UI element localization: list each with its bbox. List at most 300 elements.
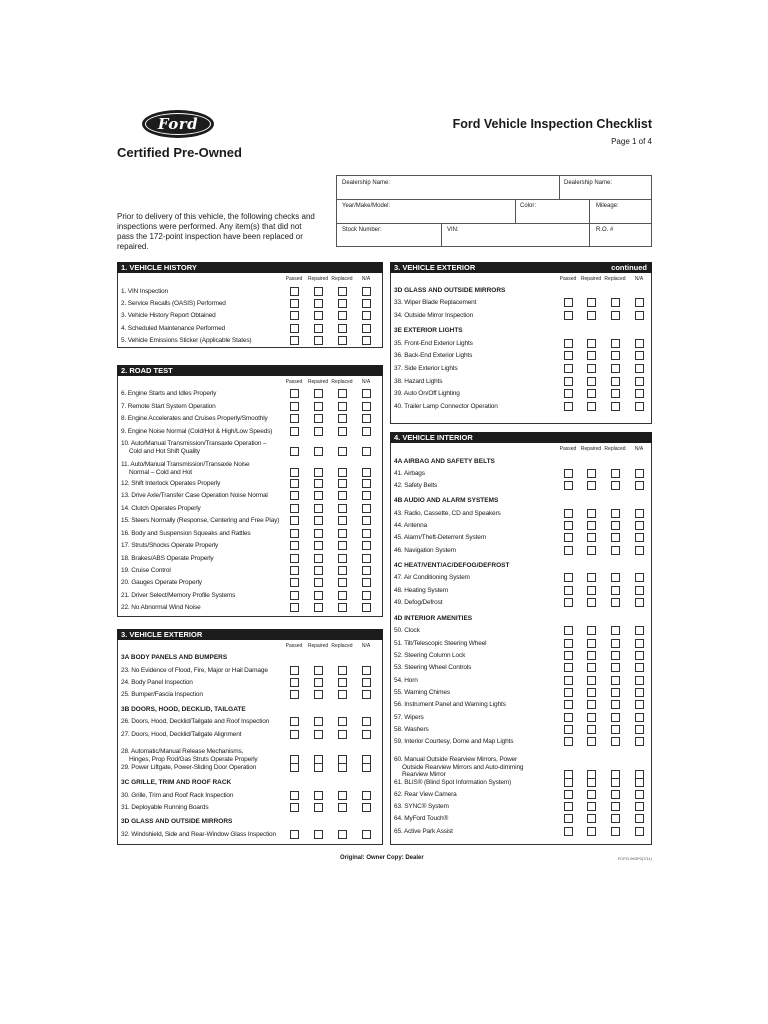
checklist-item-line: 9. Engine Noise Normal (Cold/Hot & High/Low Speeds) (121, 428, 273, 435)
checklist-item-label (121, 390, 216, 398)
checkbox-na[interactable] (635, 814, 644, 823)
checkbox-replaced[interactable] (611, 351, 620, 360)
checkbox-passed[interactable] (564, 402, 573, 411)
checkbox-passed[interactable] (564, 389, 573, 398)
checkbox-na[interactable] (635, 725, 644, 734)
dealer-info-grid (336, 175, 652, 247)
checkbox-replaced[interactable] (338, 578, 347, 587)
checkbox-passed[interactable] (564, 573, 573, 582)
checkbox-replaced[interactable] (338, 717, 347, 726)
checkbox-na[interactable] (635, 546, 644, 555)
checkbox-repaired[interactable] (587, 469, 596, 478)
checkbox-na[interactable] (635, 533, 644, 542)
checkbox-passed[interactable] (564, 676, 573, 685)
checkbox-repaired[interactable] (587, 790, 596, 799)
checkbox-repaired[interactable] (587, 725, 596, 734)
checkbox-passed[interactable] (564, 688, 573, 697)
checkbox-na[interactable] (635, 402, 644, 411)
checkbox-na[interactable] (362, 529, 371, 538)
mileage-field[interactable]: Mileage: (596, 203, 619, 209)
checkbox-na[interactable] (635, 790, 644, 799)
checkbox-repaired[interactable] (587, 481, 596, 490)
checkbox-na[interactable] (362, 554, 371, 563)
checkbox-passed[interactable] (290, 730, 299, 739)
checkbox-replaced[interactable] (611, 339, 620, 348)
checklist-item-label (394, 299, 476, 307)
checkbox-na[interactable] (362, 336, 371, 345)
checkbox-replaced[interactable] (338, 666, 347, 675)
checkbox-replaced[interactable] (338, 491, 347, 500)
checkbox-repaired[interactable] (314, 324, 323, 333)
checkbox-na[interactable] (362, 717, 371, 726)
checkbox-passed[interactable] (290, 287, 299, 296)
checkbox-na[interactable] (635, 651, 644, 660)
checklist-item-line: 51. Tilt/Telescopic Steering Wheel (394, 640, 487, 647)
checkbox-na[interactable] (362, 566, 371, 575)
checkbox-passed[interactable] (290, 763, 299, 772)
checkbox-replaced[interactable] (611, 663, 620, 672)
checkbox-repaired[interactable] (587, 311, 596, 320)
checkbox-na[interactable] (362, 791, 371, 800)
checkbox-passed[interactable] (290, 529, 299, 538)
column-header-repaired: Repaired (580, 276, 602, 282)
checkbox-passed[interactable] (290, 578, 299, 587)
checkbox-na[interactable] (635, 586, 644, 595)
checkbox-passed[interactable] (564, 481, 573, 490)
checkbox-passed[interactable] (564, 533, 573, 542)
checkbox-replaced[interactable] (338, 299, 347, 308)
checkbox-repaired[interactable] (314, 516, 323, 525)
subsection-heading: 4C HEAT/VENT/AC/DEFOG/DEFROST (394, 562, 510, 569)
checklist-item-line: 32. Windshield, Side and Rear-Window Glass Inspection (121, 831, 276, 838)
dealership-name-field-2[interactable]: Dealership Name: (564, 180, 613, 186)
checkbox-na[interactable] (635, 688, 644, 697)
checkbox-replaced[interactable] (611, 509, 620, 518)
color-field[interactable]: Color: (520, 203, 537, 209)
checkbox-passed[interactable] (564, 814, 573, 823)
checkbox-na[interactable] (635, 598, 644, 607)
checkbox-passed[interactable] (564, 802, 573, 811)
checkbox-repaired[interactable] (587, 713, 596, 722)
checkbox-na[interactable] (635, 377, 644, 386)
checkbox-repaired[interactable] (587, 402, 596, 411)
checkbox-replaced[interactable] (611, 814, 620, 823)
checkbox-repaired[interactable] (587, 351, 596, 360)
checkbox-repaired[interactable] (587, 814, 596, 823)
checkbox-replaced[interactable] (338, 591, 347, 600)
checkbox-repaired[interactable] (587, 626, 596, 635)
checkbox-repaired[interactable] (587, 339, 596, 348)
checkbox-na[interactable] (362, 287, 371, 296)
checkbox-na[interactable] (635, 663, 644, 672)
checkbox-replaced[interactable] (611, 521, 620, 530)
checkbox-replaced[interactable] (611, 688, 620, 697)
checkbox-repaired[interactable] (587, 377, 596, 386)
checkbox-passed[interactable] (290, 447, 299, 456)
checkbox-na[interactable] (635, 626, 644, 635)
checkbox-na[interactable] (362, 491, 371, 500)
checkbox-replaced[interactable] (611, 364, 620, 373)
checklist-item-label (394, 470, 425, 478)
stock-number-field[interactable]: Stock Number: (342, 227, 382, 233)
checkbox-repaired[interactable] (314, 603, 323, 612)
checkbox-na[interactable] (635, 802, 644, 811)
checkbox-na[interactable] (362, 504, 371, 513)
checklist-item-line: 12. Shift Interlock Operates Properly (121, 480, 221, 487)
checkbox-na[interactable] (362, 591, 371, 600)
checkbox-passed[interactable] (564, 521, 573, 530)
checkbox-repaired[interactable] (587, 700, 596, 709)
checkbox-replaced[interactable] (611, 737, 620, 746)
checklist-item-label (121, 300, 226, 308)
checkbox-repaired[interactable] (314, 690, 323, 699)
checkbox-na[interactable] (362, 541, 371, 550)
checkbox-repaired[interactable] (314, 402, 323, 411)
checkbox-replaced[interactable] (611, 311, 620, 320)
checkbox-replaced[interactable] (611, 298, 620, 307)
checkbox-repaired[interactable] (587, 827, 596, 836)
checkbox-na[interactable] (362, 402, 371, 411)
checkbox-repaired[interactable] (314, 479, 323, 488)
checkbox-repaired[interactable] (314, 678, 323, 687)
checkbox-repaired[interactable] (314, 578, 323, 587)
checkbox-repaired[interactable] (314, 566, 323, 575)
checkbox-passed[interactable] (290, 830, 299, 839)
checkbox-repaired[interactable] (314, 803, 323, 812)
checkbox-repaired[interactable] (587, 364, 596, 373)
checkbox-passed[interactable] (564, 663, 573, 672)
checkbox-na[interactable] (635, 778, 644, 787)
checkbox-replaced[interactable] (611, 469, 620, 478)
checkbox-na[interactable] (362, 830, 371, 839)
ro-number-field[interactable]: R.O. # (596, 227, 614, 233)
year-make-model-field[interactable]: Year/Make/Model: (342, 203, 391, 209)
checkbox-repaired[interactable] (587, 389, 596, 398)
checkbox-na[interactable] (362, 299, 371, 308)
checkbox-passed[interactable] (564, 598, 573, 607)
checklist-item-label (121, 461, 250, 476)
checkbox-na[interactable] (362, 324, 371, 333)
checkbox-repaired[interactable] (587, 688, 596, 697)
checkbox-repaired[interactable] (587, 676, 596, 685)
checkbox-passed[interactable] (290, 803, 299, 812)
checkbox-replaced[interactable] (338, 690, 347, 699)
checkbox-na[interactable] (635, 573, 644, 582)
checkbox-repaired[interactable] (314, 299, 323, 308)
checkbox-replaced[interactable] (338, 541, 347, 550)
checkbox-repaired[interactable] (314, 591, 323, 600)
checkbox-passed[interactable] (564, 827, 573, 836)
checkbox-replaced[interactable] (338, 730, 347, 739)
checklist-item-line: 17. Struts/Shocks Operate Properly (121, 542, 219, 549)
checkbox-na[interactable] (635, 351, 644, 360)
checkbox-na[interactable] (635, 737, 644, 746)
column-header-replaced: Replaced (604, 446, 626, 452)
checkbox-replaced[interactable] (338, 287, 347, 296)
checklist-item-line: 37. Side Exterior Lights (394, 365, 458, 372)
checkbox-na[interactable] (362, 427, 371, 436)
checkbox-repaired[interactable] (314, 504, 323, 513)
vin-field[interactable]: VIN: (447, 227, 459, 233)
checklist-item-line: 40. Trailer Lamp Connector Operation (394, 403, 498, 410)
checkbox-repaired[interactable] (314, 491, 323, 500)
checkbox-passed[interactable] (564, 737, 573, 746)
checkbox-na[interactable] (635, 298, 644, 307)
checkbox-replaced[interactable] (611, 573, 620, 582)
checkbox-passed[interactable] (564, 651, 573, 660)
checklist-item-line: 55. Warning Chimes (394, 689, 450, 696)
checkbox-repaired[interactable] (314, 763, 323, 772)
checklist-item-label (394, 689, 450, 697)
checklist-item-label (394, 378, 442, 386)
checkbox-replaced[interactable] (338, 414, 347, 423)
checkbox-replaced[interactable] (338, 566, 347, 575)
checkbox-repaired[interactable] (587, 737, 596, 746)
checkbox-passed[interactable] (290, 299, 299, 308)
checkbox-na[interactable] (362, 690, 371, 699)
checkbox-repaired[interactable] (314, 791, 323, 800)
checkbox-passed[interactable] (290, 554, 299, 563)
checkbox-replaced[interactable] (338, 603, 347, 612)
checkbox-na[interactable] (635, 827, 644, 836)
checkbox-replaced[interactable] (338, 447, 347, 456)
checkbox-passed[interactable] (290, 414, 299, 423)
checkbox-replaced[interactable] (611, 639, 620, 648)
checklist-item-label (121, 288, 168, 296)
checkbox-repaired[interactable] (314, 287, 323, 296)
checkbox-replaced[interactable] (611, 546, 620, 555)
checklist-item-line: 43. Radio, Cassette, CD and Speakers (394, 510, 501, 517)
checkbox-passed[interactable] (564, 700, 573, 709)
checkbox-repaired[interactable] (314, 730, 323, 739)
checkbox-na[interactable] (362, 516, 371, 525)
checklist-item-label (121, 804, 208, 812)
checkbox-replaced[interactable] (338, 389, 347, 398)
checkbox-passed[interactable] (564, 790, 573, 799)
checkbox-passed[interactable] (290, 389, 299, 398)
checkbox-repaired[interactable] (587, 573, 596, 582)
checkbox-na[interactable] (635, 339, 644, 348)
checkbox-na[interactable] (635, 521, 644, 530)
checkbox-passed[interactable] (290, 491, 299, 500)
subsection-heading: 3D GLASS AND OUTSIDE MIRRORS (394, 287, 506, 294)
checkbox-replaced[interactable] (611, 713, 620, 722)
checkbox-na[interactable] (362, 447, 371, 456)
checkbox-replaced[interactable] (338, 336, 347, 345)
checkbox-na[interactable] (635, 713, 644, 722)
checkbox-na[interactable] (362, 479, 371, 488)
checkbox-repaired[interactable] (587, 521, 596, 530)
checkbox-passed[interactable] (564, 639, 573, 648)
checkbox-repaired[interactable] (587, 546, 596, 555)
checkbox-passed[interactable] (564, 469, 573, 478)
checkbox-passed[interactable] (564, 546, 573, 555)
checkbox-repaired[interactable] (587, 533, 596, 542)
checkbox-na[interactable] (362, 389, 371, 398)
checkbox-replaced[interactable] (338, 504, 347, 513)
checklist-item-line: 50. Clock (394, 627, 420, 634)
checkbox-replaced[interactable] (338, 678, 347, 687)
checkbox-passed[interactable] (564, 311, 573, 320)
checkbox-na[interactable] (362, 730, 371, 739)
checkbox-passed[interactable] (290, 468, 299, 477)
checkbox-replaced[interactable] (611, 802, 620, 811)
checkbox-na[interactable] (362, 666, 371, 675)
checkbox-repaired[interactable] (314, 554, 323, 563)
checkbox-replaced[interactable] (611, 827, 620, 836)
checkbox-replaced[interactable] (611, 481, 620, 490)
checkbox-na[interactable] (362, 311, 371, 320)
checkbox-repaired[interactable] (587, 663, 596, 672)
checklist-item-label (121, 792, 233, 800)
column-header-replaced: Replaced (604, 276, 626, 282)
checkbox-repaired[interactable] (587, 509, 596, 518)
checklist-item-label (394, 756, 523, 779)
checkbox-passed[interactable] (290, 311, 299, 320)
checkbox-na[interactable] (635, 469, 644, 478)
checkbox-na[interactable] (362, 803, 371, 812)
checkbox-na[interactable] (362, 468, 371, 477)
checkbox-passed[interactable] (564, 364, 573, 373)
checkbox-repaired[interactable] (314, 336, 323, 345)
dealership-name-field-1[interactable]: Dealership Name: (342, 180, 391, 186)
checkbox-replaced[interactable] (338, 529, 347, 538)
column-header-na: N/A (361, 276, 371, 282)
checkbox-repaired[interactable] (587, 298, 596, 307)
checkbox-passed[interactable] (290, 603, 299, 612)
section-continued-label: continued (611, 263, 647, 272)
checkbox-passed[interactable] (564, 626, 573, 635)
checkbox-repaired[interactable] (314, 529, 323, 538)
checkbox-passed[interactable] (564, 725, 573, 734)
checkbox-repaired[interactable] (587, 639, 596, 648)
checkbox-replaced[interactable] (338, 763, 347, 772)
checkbox-passed[interactable] (290, 541, 299, 550)
checkbox-repaired[interactable] (587, 778, 596, 787)
checkbox-na[interactable] (362, 678, 371, 687)
checkbox-repaired[interactable] (587, 651, 596, 660)
checkbox-repaired[interactable] (314, 427, 323, 436)
checkbox-na[interactable] (635, 481, 644, 490)
checkbox-passed[interactable] (290, 791, 299, 800)
checkbox-passed[interactable] (564, 351, 573, 360)
checkbox-passed[interactable] (564, 377, 573, 386)
checkbox-repaired[interactable] (314, 311, 323, 320)
checkbox-passed[interactable] (290, 324, 299, 333)
checkbox-passed[interactable] (290, 666, 299, 675)
checkbox-passed[interactable] (564, 713, 573, 722)
checkbox-passed[interactable] (290, 690, 299, 699)
checkbox-replaced[interactable] (611, 402, 620, 411)
checkbox-na[interactable] (635, 389, 644, 398)
checkbox-replaced[interactable] (611, 725, 620, 734)
checkbox-repaired[interactable] (587, 598, 596, 607)
checkbox-repaired[interactable] (314, 830, 323, 839)
checkbox-replaced[interactable] (338, 311, 347, 320)
checkbox-replaced[interactable] (611, 377, 620, 386)
checkbox-replaced[interactable] (611, 598, 620, 607)
checkbox-passed[interactable] (290, 678, 299, 687)
checklist-item-label (121, 592, 235, 600)
checkbox-repaired[interactable] (314, 666, 323, 675)
checkbox-replaced[interactable] (611, 626, 620, 635)
checkbox-na[interactable] (635, 311, 644, 320)
checkbox-replaced[interactable] (611, 676, 620, 685)
checkbox-replaced[interactable] (338, 554, 347, 563)
checklist-item-label (121, 440, 266, 455)
checkbox-na[interactable] (635, 676, 644, 685)
checkbox-replaced[interactable] (338, 427, 347, 436)
checkbox-repaired[interactable] (314, 414, 323, 423)
checkbox-repaired[interactable] (587, 586, 596, 595)
checkbox-repaired[interactable] (314, 389, 323, 398)
checkbox-na[interactable] (635, 639, 644, 648)
checkbox-repaired[interactable] (314, 468, 323, 477)
checkbox-na[interactable] (635, 700, 644, 709)
checkbox-replaced[interactable] (611, 586, 620, 595)
checkbox-na[interactable] (635, 364, 644, 373)
checkbox-passed[interactable] (564, 298, 573, 307)
checkbox-repaired[interactable] (314, 541, 323, 550)
checkbox-replaced[interactable] (338, 803, 347, 812)
checkbox-passed[interactable] (564, 778, 573, 787)
checkbox-replaced[interactable] (611, 778, 620, 787)
checkbox-replaced[interactable] (338, 516, 347, 525)
subsection-heading: 3B DOORS, HOOD, DECKLID, TAILGATE (121, 706, 246, 713)
checklist-item-label (121, 748, 258, 763)
checkbox-replaced[interactable] (338, 468, 347, 477)
checkbox-passed[interactable] (290, 479, 299, 488)
checkbox-replaced[interactable] (338, 324, 347, 333)
checkbox-na[interactable] (362, 578, 371, 587)
checkbox-passed[interactable] (290, 427, 299, 436)
checklist-item-line: 27. Doors, Hood, Decklid/Tailgate Alignment (121, 731, 242, 738)
checkbox-passed[interactable] (290, 516, 299, 525)
checkbox-replaced[interactable] (611, 651, 620, 660)
checkbox-repaired[interactable] (314, 447, 323, 456)
checkbox-na[interactable] (362, 763, 371, 772)
checkbox-replaced[interactable] (611, 533, 620, 542)
checkbox-passed[interactable] (290, 591, 299, 600)
checkbox-na[interactable] (635, 509, 644, 518)
checkbox-repaired[interactable] (314, 717, 323, 726)
checkbox-replaced[interactable] (611, 389, 620, 398)
checkbox-passed[interactable] (290, 566, 299, 575)
checkbox-passed[interactable] (564, 586, 573, 595)
checklist-item-line: 21. Driver Select/Memory Profile Systems (121, 592, 236, 599)
checkbox-passed[interactable] (290, 336, 299, 345)
checkbox-replaced[interactable] (338, 830, 347, 839)
checkbox-replaced[interactable] (338, 402, 347, 411)
checkbox-replaced[interactable] (611, 790, 620, 799)
checkbox-repaired[interactable] (587, 802, 596, 811)
checkbox-replaced[interactable] (338, 479, 347, 488)
checkbox-passed[interactable] (290, 504, 299, 513)
checkbox-replaced[interactable] (338, 791, 347, 800)
column-header-na: N/A (361, 379, 371, 385)
checklist-item-label (394, 791, 457, 799)
checkbox-na[interactable] (362, 603, 371, 612)
checkbox-passed[interactable] (564, 509, 573, 518)
checklist-item-label (394, 779, 511, 787)
checkbox-passed[interactable] (290, 717, 299, 726)
checklist-item-line-cont: Outside Rearview Mirrors and Auto-dimming (402, 763, 524, 771)
checklist-item-line: 1. VIN Inspection (121, 288, 168, 295)
checkbox-na[interactable] (362, 414, 371, 423)
checkbox-replaced[interactable] (611, 700, 620, 709)
checkbox-passed[interactable] (564, 339, 573, 348)
checkbox-passed[interactable] (290, 402, 299, 411)
